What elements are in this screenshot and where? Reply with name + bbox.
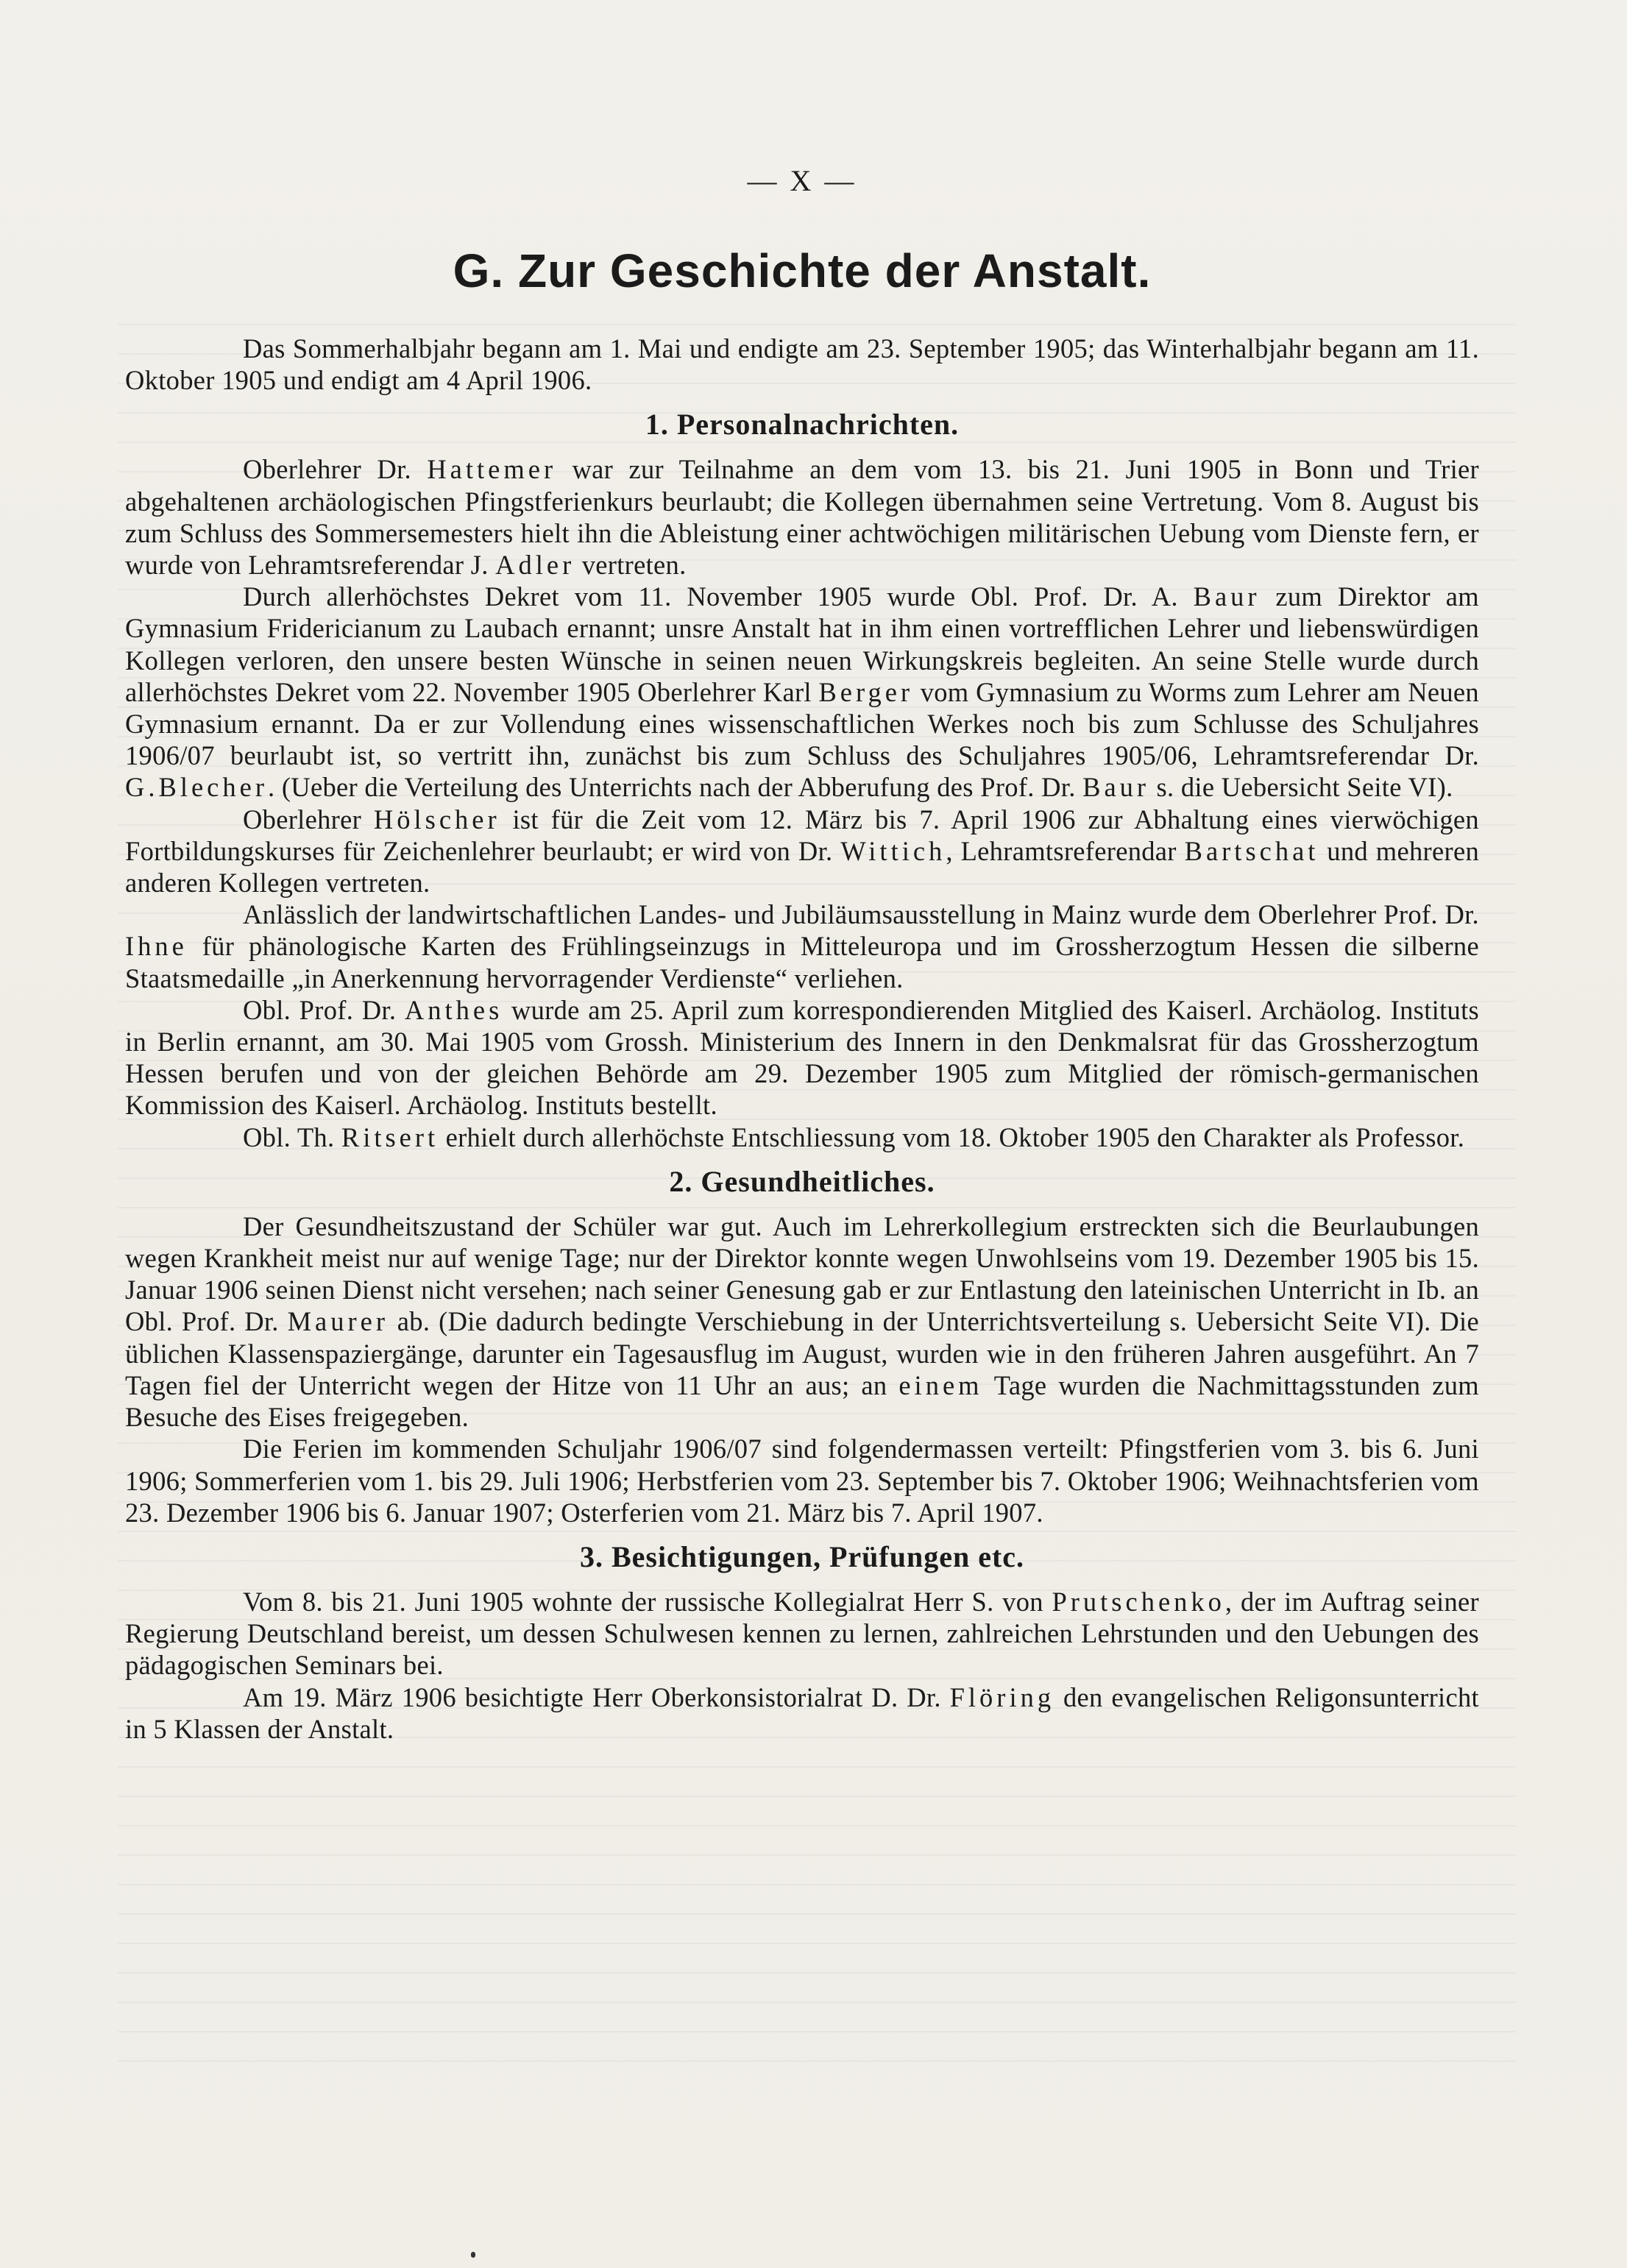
person-name: Ritsert bbox=[341, 1121, 439, 1152]
person-name: Berger bbox=[818, 676, 914, 707]
person-name: G.Blecher bbox=[125, 772, 268, 803]
person-name: Anthes bbox=[404, 994, 503, 1025]
person-name: Maurer bbox=[287, 1306, 389, 1337]
person-name: Prutschenko bbox=[1052, 1586, 1225, 1617]
paragraph-prutschenko: Vom 8. bis 21. Juni 1905 wohnte der russische Kollegialrat Herr S. von Prutschenko, der im Auftrag seiner Regierung Deutschland bereist, um dessen Schulwesen kennen zu lernen, zahlreichen Lehrstunden und den Uebungen des pädagogischen Seminars bei. bbox=[125, 1586, 1480, 1681]
paragraph-hattemer: Oberlehrer Dr. Hattemer war zur Teilnahme an dem vom 13. bis 21. Juni 1905 in Bonn und Trier abgehaltenen archäologischen Pfingstferienkurs beurlaubt; die Kollegen übernahmen seine Vertretung. Vom 8. August bis zum Schluss des Sommersemesters hielt ihn die Ableistung einer achtwöchigen militärischen Uebung vom Dienste fern, er wurde von Lehramtsreferendar J. Adler vertreten. bbox=[125, 454, 1479, 581]
person-name: Wittich bbox=[840, 835, 946, 866]
ink-speck bbox=[471, 2252, 475, 2258]
section-heading-health: 2. Gesundheitliches. bbox=[669, 1164, 935, 1198]
paragraph-health: Der Gesundheitszustand der Schüler war gut. Auch im Lehrerkollegium erstreckten sich die Beurlaubungen wegen Krankheit meist nur auf wenige Tage; nur der Direktor konnte wegen Unwohlseins vom 19. Dezember 1905 bis 15. Januar 1906 seinen Dienst nicht versehen; nach seiner Genesung gab er zur Entlastung den lateinischen Unterricht in Ib. an Obl. Prof. Dr. Maurer ab. (Die dadurch bedingte Verschiebung in der Unterrichtsverteilung s. Uebersicht Seite VI). Die üblichen Klassenspaziergänge, darunter ein Tagesausflug im August, wurden wie in den früheren Jahren ausgeführt. An 7 Tagen fiel der Unterricht wegen der Hitze von 11 Uhr an aus; an einem Tage wurden die Nachmittagsstunden zum Besuche des Eises freigegeben. bbox=[125, 1211, 1479, 1433]
person-name: Adler bbox=[495, 550, 575, 581]
page-content bbox=[125, 163, 1479, 1745]
person-name: Ihne bbox=[125, 931, 188, 962]
section-heading-inspections: 3. Besichtigungen, Prüfungen etc. bbox=[579, 1539, 1025, 1573]
paragraph-hoelscher: Oberlehrer Hölscher ist für die Zeit vom 12. März bis 7. April 1906 zur Abhaltung eines vierwöchigen Fortbildungskurses für Zeichenlehrer beurlaubt; er wird von Dr. Wittich, Lehramtsreferendar Bartschat und mehreren anderen Kollegen vertreten. bbox=[125, 804, 1480, 899]
person-name: Baur bbox=[1193, 581, 1261, 612]
page-number: — X — bbox=[747, 164, 857, 197]
page-title: G. Zur Geschichte der Anstalt. bbox=[453, 244, 1152, 297]
person-name: Hölscher bbox=[373, 804, 500, 834]
paragraph-baur: Durch allerhöchstes Dekret vom 11. November 1905 wurde Obl. Prof. Dr. A. Baur zum Direktor am Gymnasium Fridericianum zu Laubach ernannt; unsre Anstalt hat in ihm einen vortrefflichen Lehrer und liebenswürdigen Kollegen verloren, den unsere besten Wünsche in seinen neuen Wirkungskreis begleiten. An seine Stelle wurde durch allerhöchstes Dekret vom 22. November 1905 Oberlehrer Karl Berger vom Gymnasium zu Worms zum Lehrer am Neuen Gymnasium ernannt. Da er zur Vollendung eines wissenschaftlichen Werkes noch bis zum Schlusse des Schuljahres 1906/07 beurlaubt ist, so vertritt ihn, zunächst bis zum Schluss des Schuljahres 1905/06, Lehramtsreferendar Dr. G.Blecher. (Ueber die Verteilung des Unterrichts nach der Abberufung des Prof. Dr. Baur s. die Uebersicht Seite VI). bbox=[125, 581, 1479, 803]
paragraph-holidays: Die Ferien im kommenden Schuljahr 1906/07 sind folgendermassen verteilt: Pfingstferien vom 3. bis 6. Juni 1906; Sommerferien vom 1. bis 29. Juli 1906; Herbstferien vom 23. September bis 7. Oktober 1906; Weihnachtsferien vom 23. Dezember 1906 bis 6. Januar 1907; Osterferien vom 21. März bis 7. April 1907. bbox=[125, 1434, 1479, 1528]
person-name: Bartschat bbox=[1184, 835, 1319, 866]
intro-paragraph: Das Sommerhalbjahr begann am 1. Mai und endigte am 23. September 1905; das Winterhalbjahr begann am 11. Oktober 1905 und endigt am 4 April 1906. bbox=[125, 333, 1479, 396]
paragraph-ihne: Anlässlich der landwirtschaftlichen Landes- und Jubiläumsausstellung in Mainz wurde dem Oberlehrer Prof. Dr. Ihne für phänologische Karten des Frühlingseinzugs in Mitteleuropa und im Grossherzogtum Hessen die silberne Staatsmedaille „in Anerkennung hervorragender Verdienste“ verliehen. bbox=[125, 899, 1479, 993]
person-name: Hattemer bbox=[427, 454, 557, 485]
paragraph-ritsert: Obl. Th. Ritsert erhielt durch allerhöchste Entschliessung vom 18. Oktober 1905 den Charakter als Professor. bbox=[243, 1121, 1465, 1152]
paragraph-floering: Am 19. März 1906 besichtigte Herr Oberkonsistorialrat D. Dr. Flöring den evangelischen Religonsunterricht in 5 Klassen der Anstalt. bbox=[125, 1681, 1479, 1744]
paragraph-anthes: Obl. Prof. Dr. Anthes wurde am 25. April zum korrespondierenden Mitglied des Kaiserl. Archäolog. Instituts in Berlin ernannt, am 30. Mai 1905 vom Grossh. Ministerium des Innern in den Denkmalsrat für das Grossherzogtum Hessen berufen und von der gleichen Behörde am 29. Dezember 1905 zum Mitglied der römisch-germanischen Kommission des Kaiserl. Archäolog. Instituts bestellt. bbox=[125, 994, 1480, 1121]
person-name: Flöring bbox=[949, 1681, 1055, 1712]
emphasis: einem bbox=[898, 1369, 983, 1400]
person-name: Baur bbox=[1082, 772, 1150, 803]
section-heading-personal: 1. Personalnachrichten. bbox=[645, 408, 960, 442]
